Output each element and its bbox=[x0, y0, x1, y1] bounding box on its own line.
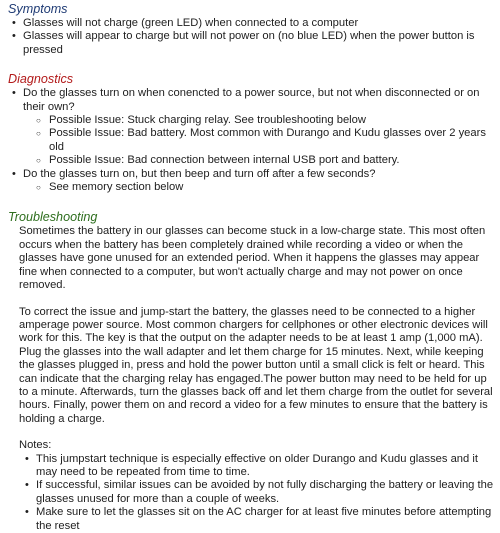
list-item bbox=[23, 168, 495, 195]
document bbox=[0, 2, 500, 533]
diagnostics-heading: Diagnostics bbox=[8, 72, 74, 87]
troubleshooting-paragraph: To correct the issue and jump-start the battery, the glasses need to be connected to a higher amperage power source. Most common chargers for cellphones or other electronic devices will work for this. The key is that the output on the adapter needs to be at least 1 amp (1,000 mA). Plug the glasses into the wall adapter and let them charge for 15 minutes. Next, while keeping the glasses plugged in, press and hold the power button until a small click is felt or heard. This can indicate that the charging relay has engaged.The power button may need to be held for up to a minute. Afterwards, turn the glasses back off and let them charge from the outlet for several hours. Finally, power them on and record a video for a few minutes to ensure that the battery is holding a charge. bbox=[19, 305, 493, 425]
diagnostics-list bbox=[8, 87, 495, 194]
diagnostic-question: Do the glasses turn on, but then beep and turn off after a few seconds? bbox=[23, 167, 376, 180]
diagnostic-question: Do the glasses turn on when conencted to a power source, but not when disconnected or on their own? bbox=[23, 87, 480, 113]
troubleshooting-paragraph: Sometimes the battery in our glasses can become stuck in a low-charge state. This most often occurs when the battery has been completely drained while recording a video or when the glasses have gone unused for an extended period. When it happens the glasses may appear fine when connected to a computer, but won't actually charge and may not power on once removed. bbox=[19, 225, 486, 292]
symptoms-heading: Symptoms bbox=[8, 2, 68, 16]
list-item: • Glasses will not charge (green LED) when connected to a computer bbox=[23, 17, 495, 30]
notes-label: Notes: bbox=[19, 439, 52, 452]
diagnostic-sublist bbox=[23, 114, 495, 168]
list-item: • This jumpstart technique is especially effective on older Durango and Kudu glasses and it may need to be repeated from time to time. bbox=[36, 453, 495, 480]
notes-list bbox=[8, 453, 495, 533]
list-item: • If successful, similar issues can be avoided by not fully discharging the battery or leaving the glasses unused for more than a couple of weeks. bbox=[36, 479, 495, 506]
troubleshooting-heading: Troubleshooting bbox=[8, 210, 98, 225]
list-item: ○ Possible Issue: Bad connection between internal USB port and battery. bbox=[49, 154, 495, 167]
list-item bbox=[23, 87, 495, 167]
diagnostic-sublist bbox=[23, 181, 495, 194]
list-item: • Glasses will appear to charge but will not power on (no blue LED) when the power button is pressed bbox=[23, 30, 495, 57]
list-item: • Make sure to let the glasses sit on the AC charger for at least five minutes before attempting the reset bbox=[36, 506, 495, 533]
list-item: ○ Possible Issue: Bad battery. Most common with Durango and Kudu glasses over 2 years old bbox=[49, 127, 495, 154]
list-item: ○ See memory section below bbox=[49, 181, 495, 194]
symptoms-list bbox=[8, 17, 495, 57]
list-item: ○ Possible Issue: Stuck charging relay. See troubleshooting below bbox=[49, 114, 495, 127]
